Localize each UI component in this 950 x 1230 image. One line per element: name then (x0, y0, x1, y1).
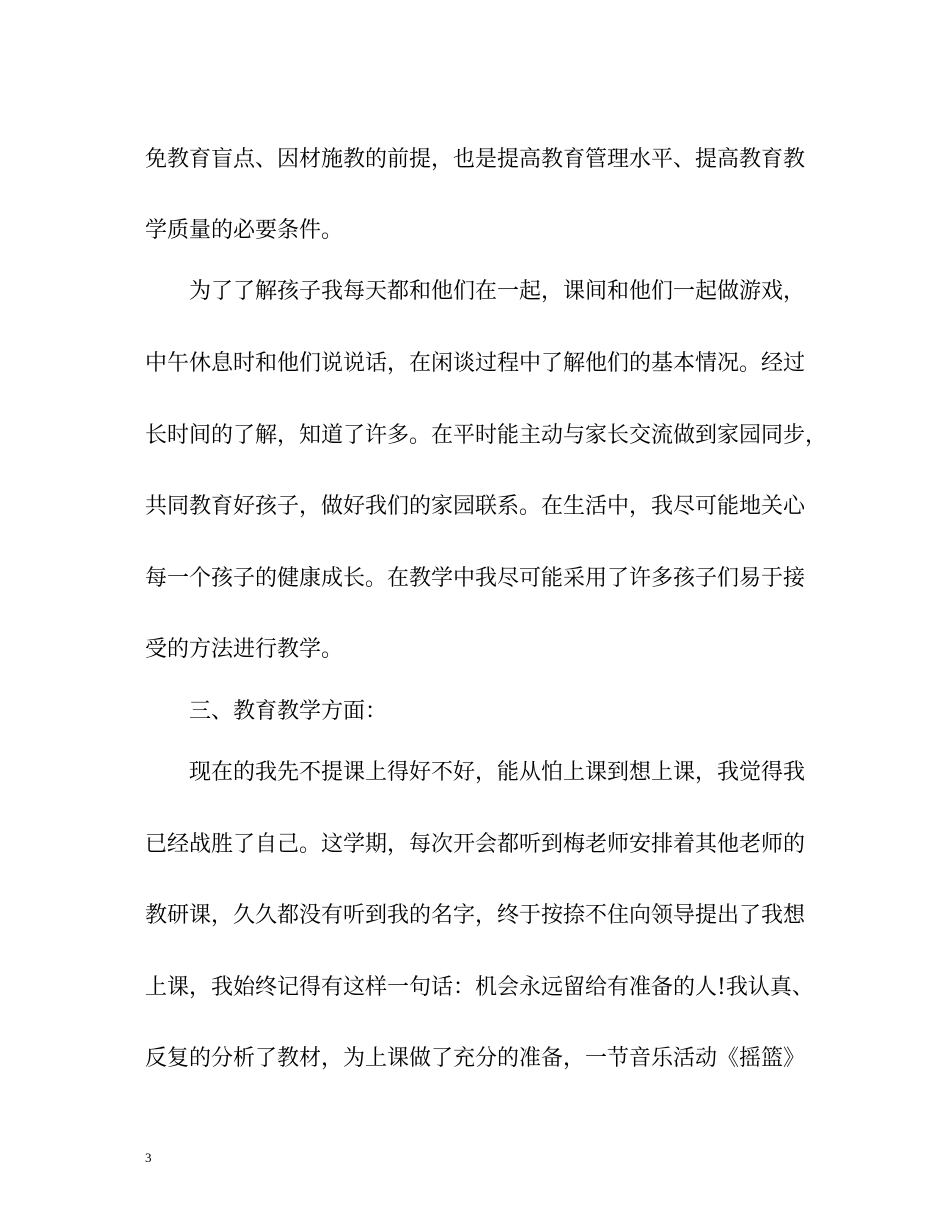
text-line: 每一个孩子的健康成长。在教学中我尽可能采用了许多孩子们易于接 (145, 566, 806, 591)
paragraph-first-line: 为了了解孩子我每天都和他们在一起，课间和他们一起做游戏， (189, 279, 806, 304)
text-line: 教研课，久久都没有听到我的名字，终于按捺不住向领导提出了我想 (145, 903, 806, 928)
text-line: 免教育盲点、因材施教的前提，也是提高教育管理水平、提高教育教 (145, 147, 806, 172)
paragraph-first-line: 现在的我先不提课上得好不好，能从怕上课到想上课，我觉得我 (189, 760, 806, 785)
text-line: 上课，我始终记得有这样一句话：机会永远留给有准备的人!我认真、 (145, 975, 814, 1000)
text-line: 受的方法进行教学。 (145, 637, 344, 662)
page-number: 3 (145, 1150, 152, 1165)
text-line: 学质量的必要条件。 (145, 218, 344, 243)
text-line: 长时间的了解，知道了许多。在平时能主动与家长交流做到家园同步， (145, 423, 828, 448)
text-line: 已经战胜了自己。这学期，每次开会都听到梅老师安排着其他老师的 (145, 832, 806, 857)
text-line: 共同教育好孩子，做好我们的家园联系。在生活中，我尽可能地关心 (145, 494, 806, 519)
section-heading: 三、教育教学方面： (189, 699, 388, 724)
text-line: 中午休息时和他们说说话，在闲谈过程中了解他们的基本情况。经过 (145, 351, 806, 376)
text-line: 反复的分析了教材，为上课做了充分的准备，一节音乐活动《摇篮》 (145, 1046, 806, 1071)
